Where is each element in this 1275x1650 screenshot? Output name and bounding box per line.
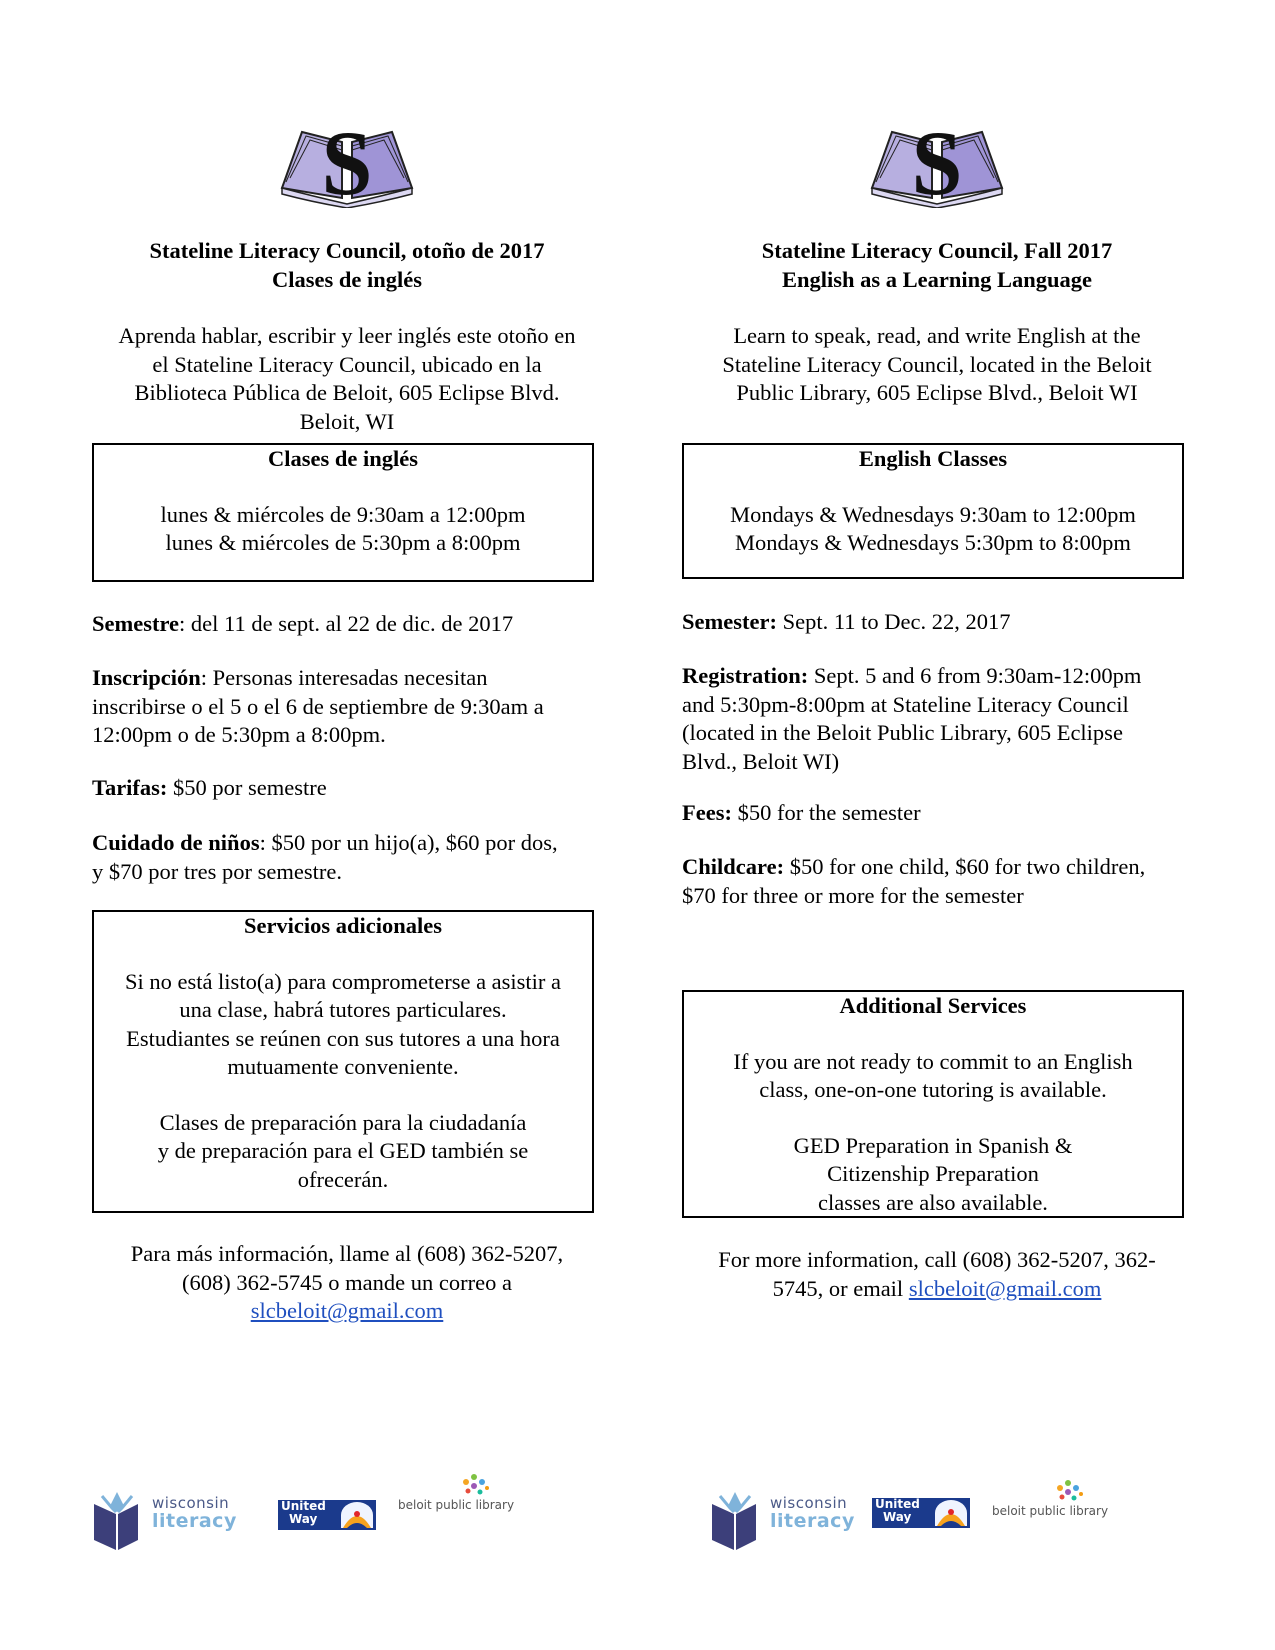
services-text: Clases de preparación para la ciudadanía (159, 1109, 527, 1135)
class-schedule-line: lunes & miércoles de 5:30pm a 8:00pm (165, 530, 521, 555)
semester-label: Semester: (682, 609, 777, 634)
beloit-library-logo (992, 1478, 1112, 1528)
classes-box (682, 443, 1184, 579)
childcare-text: $70 for three or more for the semester (682, 882, 1024, 908)
services-text: Citizenship Preparation (827, 1161, 1039, 1186)
email-link[interactable]: slcbeloit@gmail.com (908, 1275, 1102, 1301)
childcare-label: Cuidado de niños (92, 830, 260, 855)
spanish-flyer (92, 0, 602, 1650)
additional-services-box (682, 990, 1184, 1218)
semester-value: : del 11 de sept. al 22 de dic. de 2017 (179, 611, 514, 636)
united-way-logo (872, 1498, 970, 1528)
beloit-library-icon (1050, 1478, 1090, 1506)
registration-text: (located in the Beloit Public Library, 605 Eclipse (682, 720, 1123, 745)
services-text: If you are not ready to commit to an English (733, 1048, 1133, 1074)
class-schedule-line: Mondays & Wednesdays 9:30am to 12:00pm (730, 501, 1136, 527)
united-way-logo (278, 1500, 376, 1530)
united-text: United (281, 1499, 326, 1513)
services-text: ofrecerán. (297, 1166, 389, 1192)
contact-line: 5745, or email (772, 1275, 909, 1301)
additional-services-box (92, 910, 594, 1213)
contact-line: Para más información, llame al (608) 362-5207, (130, 1241, 564, 1266)
email-link[interactable]: slcbeloit@gmail.com (250, 1298, 444, 1323)
services-heading: Servicios adicionales (243, 913, 443, 938)
semester-label: Semestre (92, 611, 180, 636)
childcare-text: $50 for one child, $60 for two children, (784, 854, 1146, 879)
united-way-icon (935, 1500, 967, 1526)
title-line-1: Stateline Literacy Council, Fall 2017 (761, 238, 1113, 263)
services-text: Estudiantes se reúnen con sus tutores a una hora (126, 1025, 560, 1051)
title-line-1: Stateline Literacy Council, otoño de 2017 (149, 238, 545, 263)
registration-label: Inscripción (92, 665, 201, 690)
wisconsin-literacy-icon (92, 1490, 142, 1552)
way-text: Way (289, 1512, 318, 1526)
services-heading: Additional Services (839, 993, 1027, 1018)
fees-value: $50 for the semester (731, 800, 921, 825)
childcare-text: : $50 por un hijo(a), $60 por dos, (259, 830, 558, 855)
childcare-label: Childcare: (682, 854, 785, 879)
registration-text: inscribirse o el 5 o el 6 de septiembre de 9:30am a (92, 693, 544, 719)
wisconsin-literacy-logo (710, 1490, 855, 1552)
registration-field (682, 662, 1202, 776)
literacy-text: literacy (152, 1510, 237, 1532)
classes-heading: Clases de inglés (267, 446, 418, 471)
registration-label: Registration: (682, 663, 809, 688)
united-text: United (875, 1497, 920, 1511)
beloit-library-icon (456, 1472, 496, 1500)
contact-line: (608) 362-5745 o mande un correo a (182, 1269, 512, 1295)
fees-label: Tarifas: (92, 775, 168, 800)
registration-text: Sept. 5 and 6 from 9:30am-12:00pm (808, 663, 1142, 688)
registration-text: and 5:30pm-8:00pm at Stateline Literacy Council (682, 691, 1129, 717)
childcare-field (682, 853, 1202, 910)
fees-field (92, 774, 612, 803)
services-text: Si no está listo(a) para comprometerse a asistir a (124, 968, 562, 994)
services-text: una clase, habrá tutores particulares. (179, 997, 507, 1022)
page-title (682, 236, 1192, 294)
classes-box (92, 443, 594, 582)
registration-field (92, 664, 612, 750)
way-text: Way (883, 1510, 912, 1524)
intro-paragraph (92, 322, 602, 436)
title-line-2: Clases de inglés (271, 267, 422, 292)
intro-line: Learn to speak, read, and write English at the (733, 323, 1141, 348)
childcare-text: y $70 por tres por semestre. (92, 858, 342, 884)
literacy-text: literacy (770, 1510, 855, 1532)
beloit-library-logo (398, 1472, 518, 1522)
beloit-library-text: beloit public library (398, 1498, 515, 1512)
united-way-icon (341, 1502, 373, 1528)
semester-field (92, 610, 612, 639)
wisconsin-literacy-icon (710, 1490, 760, 1552)
classes-heading: English Classes (858, 446, 1008, 471)
services-text: classes are also available. (818, 1189, 1048, 1215)
services-text: class, one-on-one tutoring is available. (759, 1077, 1107, 1102)
fees-label: Fees: (682, 800, 732, 825)
wisconsin-text: wisconsin (152, 1494, 230, 1512)
svg-text:S: S (911, 118, 963, 208)
book-logo-icon (862, 118, 1012, 208)
book-logo-icon (272, 118, 422, 208)
childcare-field (92, 829, 612, 886)
fees-value: $50 por semestre (167, 775, 327, 800)
title-line-2: English as a Learning Language (781, 267, 1093, 292)
english-flyer (682, 0, 1192, 1650)
registration-text: : Personas interesadas necesitan (200, 665, 488, 690)
intro-line: Public Library, 605 Eclipse Blvd., Beloit WI (736, 380, 1138, 405)
semester-field (682, 608, 1202, 637)
contact-line: For more information, call (608) 362-5207, 362- (718, 1247, 1156, 1272)
intro-line: Biblioteca Pública de Beloit, 605 Eclipse Blvd. (134, 380, 560, 405)
intro-line: Stateline Literacy Council, located in the Beloit (722, 351, 1152, 377)
services-text: y de preparación para el GED también se (157, 1138, 529, 1163)
class-schedule-line: Mondays & Wednesdays 5:30pm to 8:00pm (735, 530, 1131, 555)
registration-text: Blvd., Beloit WI) (682, 748, 840, 774)
wisconsin-text: wisconsin (770, 1494, 848, 1512)
registration-text: 12:00pm o de 5:30pm a 8:00pm. (92, 722, 386, 747)
fees-field (682, 799, 1202, 828)
contact-info (92, 1240, 602, 1326)
services-text: mutuamente conveniente. (227, 1054, 459, 1079)
intro-line: Aprenda hablar, escribir y leer inglés este otoño en (118, 323, 576, 348)
intro-line: el Stateline Literacy Council, ubicado en la (152, 351, 542, 377)
intro-paragraph (682, 322, 1192, 408)
wisconsin-literacy-logo (92, 1490, 237, 1552)
services-text: GED Preparation in Spanish & (793, 1132, 1073, 1158)
page-title (92, 236, 602, 294)
semester-value: Sept. 11 to Dec. 22, 2017 (776, 609, 1011, 634)
class-schedule-line: lunes & miércoles de 9:30am a 12:00pm (160, 501, 526, 527)
beloit-library-text: beloit public library (992, 1504, 1109, 1518)
intro-line: Beloit, WI (299, 408, 395, 434)
svg-text:S: S (321, 118, 373, 208)
contact-info (682, 1246, 1192, 1303)
